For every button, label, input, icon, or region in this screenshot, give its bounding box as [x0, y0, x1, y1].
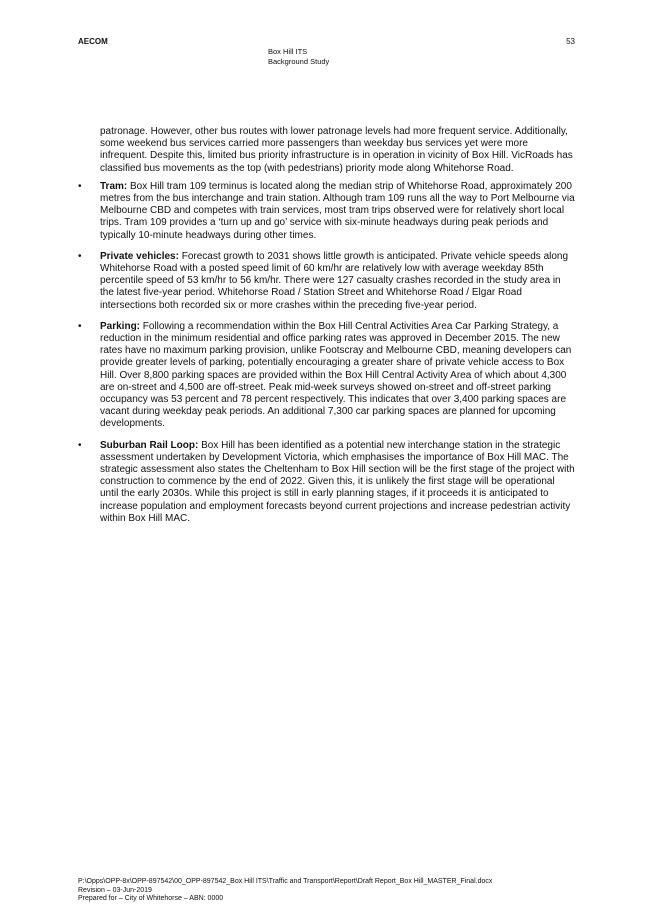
bullet-title: Parking:	[100, 320, 141, 332]
bullet-text: Box Hill has been identified as a potential new interchange station in the strategic assessment undertaken by Development Victoria, which emphasises the importance of Box Hill MAC. The strategic assessment also states the Cheltenham to Box Hill section will be the first stage of the project with construction to commence by the end of 2022. Given this, it is unlikely the first stage will be operational until the early 2030s. While this project is still in early planning stages, if it proceeds it is anticipated to increase population and employment forecasts beyond current projections and increase pedestrian activity within Box Hill MAC.	[100, 439, 575, 524]
footer-file-path: P:\Opps\OPP-8x\OPP-897542\00_OPP-897542_Box Hill ITS\Traffic and Transport\Report\Draft Report_Box Hill_MASTER_Final.docx	[78, 878, 493, 885]
document-header	[268, 47, 329, 66]
page-number: 53	[566, 37, 575, 46]
bullet-text: Box Hill tram 109 terminus is located along the median strip of Whitehorse Road, approximately 200 metres from the bus interchange and train station. Although tram 109 runs all the way to Port Melbourne via Melbourne CBD and competes with train services, most tram trips observed were for relatively short local trips. Tram 109 provides a ‘turn up and go’ service with six-minute headways during peak periods and typically 10-minute headways during other times.	[100, 180, 575, 241]
document-subtitle: Background Study	[268, 56, 330, 66]
bullet-marker: •	[78, 439, 82, 451]
continuation-paragraph: patronage. However, other bus routes with lower patronage levels had more frequent service. Additionally, some weekend bus services carried more passengers than weekday bus services yet were more infrequent. Despite this, limited bus priority infrastructure is in operation in vicinity of Box Hill. VicRoads has classified bus movements as the top (with pedestrians) priority mode along Whitehorse Road.	[100, 126, 573, 174]
body-content	[78, 126, 575, 534]
page-footer	[78, 878, 492, 904]
bullet-marker: •	[78, 180, 82, 192]
bullet-suburban-rail-loop	[78, 440, 575, 525]
bullet-tram	[78, 181, 575, 242]
bullet-title: Tram:	[100, 180, 128, 192]
footer-revision: Revision – 03-Jun-2019	[78, 886, 152, 894]
bullet-marker: •	[78, 320, 82, 332]
bullet-parking	[78, 321, 575, 431]
footer-prepared-for: Prepared for – City of Whitehorse – ABN: 0000	[78, 895, 224, 902]
company-name: AECOM	[78, 37, 108, 46]
bullet-text: Following a recommendation within the Box Hill Central Activities Area Car Parking Strategy, a reduction in the minimum residential and office parking rates was approved in December 2015. The new rates have no maximum parking provision, unlike Footscray and Melbourne CBD, meaning developers can provide greater levels of parking, potentially encouraging a greater share of private vehicle access to Box Hill. Over 8,800 parking spaces are provided within the Box Hill Central Activity Area of which about 4,300 are on-street and 4,500 are off-street. Peak mid-week surveys showed on-street and off-street parking occupancy was 53 percent and 78 percent respectively. This indicates that over 3,400 parking spaces are vacant during weekday peak periods. An additional 7,300 car parking spaces are planned for upcoming developments.	[100, 320, 572, 430]
bullet-text: Forecast growth to 2031 shows little growth is anticipated. Private vehicle speeds along Whitehorse Road with a posted speed limit of 60 km/hr are relatively low with average weekday 85th percentile speed of 53 km/hr to 56 km/hr. There were 127 casualty crashes recorded in the study area in the latest five-year period. Whitehorse Road / Station Street and Whitehorse Road / Elgar Road intersections both recorded six or more crashes within the preceding five-year period.	[100, 250, 569, 311]
bullet-private-vehicles	[78, 251, 575, 312]
bullet-marker: •	[78, 250, 82, 262]
bullet-title: Suburban Rail Loop:	[100, 439, 199, 451]
bullet-title: Private vehicles:	[100, 250, 179, 262]
document-title: Box Hill ITS	[268, 47, 308, 56]
